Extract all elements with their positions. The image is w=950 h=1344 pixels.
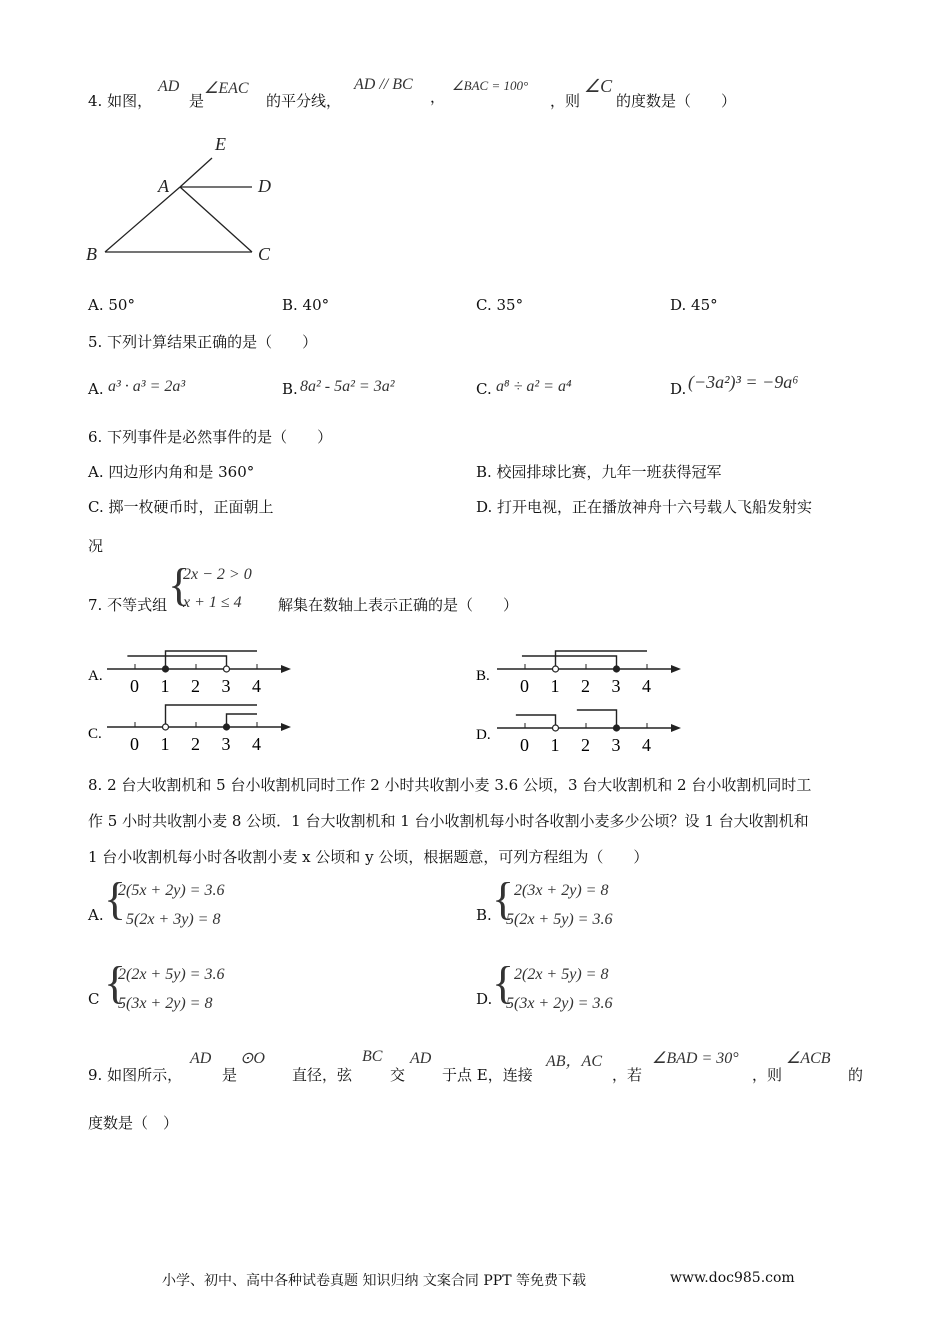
- solution-range: [522, 656, 617, 669]
- solid-point: [614, 666, 620, 672]
- tick-label: 3: [221, 734, 231, 754]
- label-B: B: [86, 244, 97, 264]
- option-c-eq2: 5(3x + 2y) = 8: [118, 995, 213, 1012]
- q9-math: ∠ACB: [786, 1050, 831, 1067]
- q7-tail: 解集在数轴上表示正确的是（ ）: [278, 596, 519, 614]
- option-d-expr: (−3a²)³ = −9a⁶: [688, 372, 799, 392]
- q9-math: ⊙O: [240, 1050, 265, 1067]
- arrow-icon: [281, 665, 291, 673]
- q4-math: ∠EAC: [204, 80, 249, 97]
- solution-range: [516, 715, 556, 728]
- q9-math: AD: [410, 1050, 432, 1067]
- tick-label: 1: [550, 735, 560, 755]
- option-b-eq1: 2(3x + 2y) = 8: [514, 882, 609, 899]
- option-d: D. 打开电视，正在播放神舟十六号载人飞船发射实: [476, 498, 813, 516]
- q4-number: 4. 如图，: [88, 92, 153, 110]
- tick-label: 4: [642, 676, 651, 696]
- tick-label: 2: [191, 734, 200, 754]
- option-a: A. 50°: [88, 296, 135, 314]
- option-a-eq2: 5(2x + 3y) = 8: [126, 911, 221, 928]
- arrow-icon: [671, 665, 681, 673]
- tick-label: 1: [160, 734, 170, 754]
- footer-text: 小学、初中、高中各种试卷真题 知识归纳 文案合同 PPT 等免费下载: [162, 1273, 586, 1289]
- q7-number: 7. 不等式组: [88, 596, 168, 614]
- option-a-eq1: 2(5x + 2y) = 3.6: [118, 882, 225, 899]
- arrow-icon: [671, 724, 681, 732]
- hollow-point: [163, 724, 169, 730]
- tick-label: 0: [130, 734, 139, 754]
- q8-line: 1 台小收割机每小时各收割小麦 x 公顷和 y 公顷，根据题意，可列方程组为（ ）: [88, 848, 649, 866]
- brace: {: [492, 873, 515, 924]
- q9-text: ，若: [612, 1066, 643, 1084]
- tick-label: 0: [520, 735, 529, 755]
- option-label: A.: [88, 668, 103, 684]
- tick-label: 3: [611, 676, 621, 696]
- tick-label: 4: [252, 676, 261, 696]
- q4-math: ∠C: [584, 76, 613, 96]
- label-E: E: [215, 134, 226, 154]
- q4-text: 的度数是（ ）: [616, 92, 737, 110]
- q5-stem: 5. 下列计算结果正确的是（ ）: [88, 333, 318, 351]
- hollow-point: [553, 725, 559, 731]
- option-c-label: C: [88, 990, 100, 1008]
- q4-math: ∠BAC = 100°: [452, 78, 529, 93]
- tick-label: 0: [130, 676, 139, 696]
- solution-range: [166, 705, 258, 727]
- tick-label: 2: [581, 676, 590, 696]
- q9-text: 于点 E，连接: [442, 1066, 533, 1084]
- option-b-expr: 8a² - 5a² = 3a²: [300, 378, 395, 395]
- option-d-eq2: 5(3x + 2y) = 3.6: [506, 995, 613, 1012]
- tick-label: 3: [221, 676, 231, 696]
- q4-text: ，则: [550, 92, 581, 110]
- option-b: B. 40°: [282, 296, 330, 314]
- option-c: C. 35°: [476, 296, 524, 314]
- solution-range: [227, 714, 258, 727]
- option-d-label: D.: [670, 380, 687, 398]
- q9-line2: 度数是（ ）: [88, 1114, 179, 1132]
- tick-label: 2: [581, 735, 590, 755]
- brace: {: [492, 957, 515, 1008]
- option-label: C.: [88, 726, 102, 742]
- q4-math: AD: [158, 78, 180, 95]
- option-label: D.: [476, 727, 491, 743]
- tick-label: 1: [160, 676, 170, 696]
- option-c-label: C.: [476, 380, 492, 398]
- q8-line: 作 5 小时共收割小麦 8 公顷．1 台大收割机和 1 台小收割机每小时各收割小麦多少公顷？设 1 台大收割机和: [88, 812, 809, 830]
- q9-math: BC: [362, 1048, 383, 1065]
- brace: {: [104, 873, 127, 924]
- label-D: D: [258, 176, 271, 196]
- q4-math: AD // BC: [354, 76, 413, 93]
- q4-text: 是: [189, 92, 205, 110]
- option-c-eq1: 2(2x + 5y) = 3.6: [118, 966, 225, 983]
- option-a-label: A.: [88, 380, 104, 398]
- q4-text: 的平分线，: [266, 92, 342, 110]
- tick-label: 1: [550, 676, 560, 696]
- q9-text: 是: [222, 1066, 238, 1084]
- solution-range: [166, 651, 258, 669]
- q8-line: 8. 2 台大收割机和 5 台小收割机同时工作 2 小时共收割小麦 3.6 公顷，3 台大收割机和 2 台小收割机同时工: [88, 776, 812, 794]
- tick-label: 4: [642, 735, 651, 755]
- option-a-expr: a³ · a³ = 2a³: [108, 378, 186, 395]
- option-b-label: B.: [282, 380, 298, 398]
- q6-stem: 6. 下列事件是必然事件的是（ ）: [88, 428, 333, 446]
- option-d-label: D.: [476, 990, 493, 1008]
- option-b-label: B.: [476, 906, 492, 924]
- option-a: A. 四边形内角和是 360°: [88, 463, 255, 481]
- q7-ineq-2: x + 1 ≤ 4: [183, 594, 242, 611]
- option-d: D. 45°: [670, 296, 718, 314]
- q4-text: ，: [430, 88, 446, 106]
- option-b: B. 校园排球比赛，九年一班获得冠军: [476, 463, 722, 481]
- option-c: C. 掷一枚硬币时，正面朝上: [88, 498, 274, 516]
- q7-ineq-1: 2x − 2 > 0: [183, 566, 252, 583]
- hollow-point: [224, 666, 230, 672]
- solution-range: [127, 656, 226, 669]
- tick-label: 0: [520, 676, 529, 696]
- brace: {: [168, 559, 191, 610]
- option-d-wrap: 况: [88, 537, 104, 555]
- option-a-label: A.: [88, 906, 104, 924]
- solid-point: [224, 724, 230, 730]
- q9-number: 9. 如图所示，: [88, 1066, 183, 1084]
- q9-math: AB，AC: [546, 1053, 602, 1070]
- tick-label: 3: [611, 735, 621, 755]
- solution-range: [556, 651, 648, 669]
- label-C: C: [258, 244, 271, 264]
- q9-math: AD: [190, 1050, 212, 1067]
- hollow-point: [553, 666, 559, 672]
- q9-math: ∠BAD = 30°: [652, 1050, 739, 1067]
- option-b-eq2: 5(2x + 5y) = 3.6: [506, 911, 613, 928]
- option-label: B.: [476, 668, 490, 684]
- option-c-expr: a⁸ ÷ a² = a⁴: [496, 378, 572, 395]
- solid-point: [163, 666, 169, 672]
- q9-text: 直径，弦: [292, 1066, 353, 1084]
- solution-range: [577, 710, 617, 728]
- tick-label: 2: [191, 676, 200, 696]
- solid-point: [614, 725, 620, 731]
- tick-label: 4: [252, 734, 261, 754]
- option-d-eq1: 2(2x + 5y) = 8: [514, 966, 609, 983]
- label-A: A: [158, 176, 169, 196]
- brace: {: [104, 957, 127, 1008]
- q9-text: 交: [390, 1066, 406, 1084]
- footer-site[interactable]: www.doc985.com: [670, 1270, 795, 1286]
- arrow-icon: [281, 723, 291, 731]
- q9-text: ，则: [752, 1066, 783, 1084]
- q9-text: 的: [848, 1066, 864, 1084]
